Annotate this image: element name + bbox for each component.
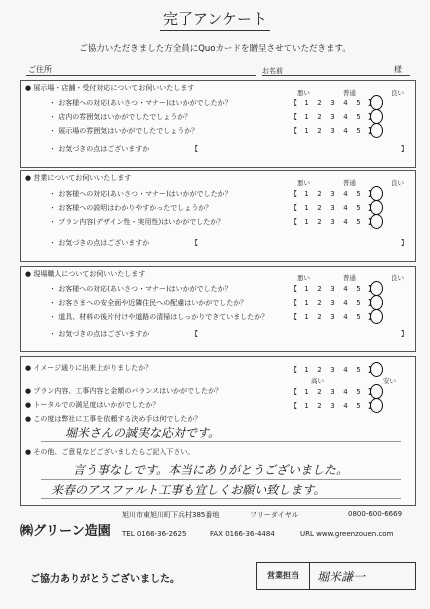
lead-text: ご協力いただきました方全員にQuoカードを贈呈させていただきます。	[79, 44, 351, 54]
question-text: ● その他、ご意見などございましたらご記入下さい。	[25, 448, 195, 456]
section-overall	[20, 356, 416, 506]
rating-mark	[370, 214, 383, 229]
company-address: 旭川市東旭川町下兵村385番地	[122, 511, 220, 519]
rating-mark	[370, 295, 383, 310]
section-reception	[20, 80, 416, 168]
rating-scale[interactable]: 【 1 2 3 4 5 】	[290, 299, 375, 307]
rating-mark	[370, 384, 383, 399]
section-title: ● 営業についてお伺いいたします	[25, 174, 132, 182]
rating-mark	[370, 398, 383, 413]
question-text: ● イメージ通りに出来上がりましたか？	[25, 364, 153, 372]
question-text: ・ 店内の雰囲気はいかがでしたでしょうか？	[49, 113, 192, 121]
rating-scale[interactable]: 【 1 2 3 4 5 】	[290, 313, 375, 321]
rating-scale[interactable]: 【 1 2 3 4 5 】	[290, 402, 375, 410]
rating-mark	[370, 109, 383, 124]
rating-mark	[370, 123, 383, 138]
comment-bracket-left: 【	[191, 145, 198, 153]
answer-line	[41, 441, 401, 442]
name-label: お名前	[262, 67, 283, 75]
rating-scale[interactable]: 【 1 2 3 4 5 】	[290, 388, 375, 396]
title-underline	[160, 30, 270, 31]
comment-line	[41, 479, 401, 480]
scale-good: 良い	[391, 274, 404, 282]
question-text: ● プラン内容、工事内容と金額のバランスはいかがでしたか？	[25, 387, 223, 395]
scale-bad: 悪い	[297, 179, 310, 187]
rating-mark	[370, 281, 383, 296]
question-text: ・ お客様への対応(あいさつ・マナー)はいかがでしたか？	[49, 190, 232, 198]
rating-scale[interactable]: 【 1 2 3 4 5 】	[290, 127, 375, 135]
question-text: ● トータルでの満足度はいかがでしたか？	[25, 401, 160, 409]
question-text: ・ お客様への対応(あいさつ・マナー)はいかがでしたか？	[49, 285, 232, 293]
page-title: 完了アンケート	[162, 10, 268, 28]
rating-mark	[370, 186, 383, 201]
rating-scale[interactable]: 【 1 2 3 4 5 】	[290, 190, 375, 198]
comment-bracket-right: 】	[401, 330, 408, 338]
rating-scale[interactable]: 【 1 2 3 4 5 】	[290, 285, 375, 293]
address-label: ご住所	[28, 65, 52, 74]
freedial-number: 0800-600-6669	[348, 510, 403, 518]
fax-number: FAX 0166-36-4484	[210, 530, 275, 538]
website-url: URL www.greenzouen.com	[300, 530, 394, 538]
handwritten-comment: 来春のアスファルト工事も宜しくお願い致します。	[51, 483, 326, 497]
rating-scale[interactable]: 【 1 2 3 4 5 】	[290, 366, 375, 374]
rating-mark	[370, 362, 383, 377]
question-text: ・ プラン内容(デザイン性・実用性)はいかがでしたか？	[49, 218, 225, 226]
scale-bad: 悪い	[297, 89, 310, 97]
staff-box	[256, 562, 416, 590]
staff-name: 堀米謙一	[317, 570, 366, 584]
tel-number: TEL 0166-36-2625	[122, 530, 187, 538]
scale-high: 高い	[311, 377, 324, 385]
scale-normal: 普通	[343, 89, 356, 97]
question-text: ・ 展示場の雰囲気はいかがでしたでしょうか？	[49, 127, 199, 135]
section-title: ● 現場職人についてお伺いいたします	[25, 270, 146, 278]
comment-label: ・ お気づきの点はございますか	[49, 145, 150, 153]
question-text: ・ お客様への説明はわかりやすかったでしょうか？	[49, 204, 213, 212]
staff-label: 営業担当	[257, 563, 310, 589]
freedial-label: フリーダイヤル	[250, 511, 299, 519]
rating-scale[interactable]: 【 1 2 3 4 5 】	[290, 99, 375, 107]
handwritten-comment: 言う事なしです。本当にありがとうございました。	[73, 463, 349, 477]
comment-line	[41, 498, 401, 499]
rating-mark	[370, 95, 383, 110]
scale-cheap: 安い	[383, 377, 396, 385]
rating-mark	[370, 309, 383, 324]
section-craftsmen	[20, 266, 416, 352]
comment-bracket-left: 【	[191, 239, 198, 247]
section-title: ● 展示場・店舗・受付対応についてお伺いいたします	[25, 84, 195, 92]
rating-scale[interactable]: 【 1 2 3 4 5 】	[290, 113, 375, 121]
closing-thanks: ご協力ありがとうございました。	[30, 574, 180, 585]
scale-normal: 普通	[343, 274, 356, 282]
rating-scale[interactable]: 【 1 2 3 4 5 】	[290, 218, 375, 226]
rating-mark	[370, 200, 383, 215]
honorific: 様	[394, 65, 402, 74]
question-text: ・ 道具、材料の後片付けや道路の清掃はしっかりできていましたか？	[49, 313, 269, 321]
name-field[interactable]	[262, 75, 410, 76]
question-text: ● この度は弊社に工事を依頼する決め手は何でしたか？	[25, 415, 202, 423]
question-text: ・ お客様への対応(あいさつ・マナー)はいかがでしたか？	[49, 99, 232, 107]
address-field[interactable]	[26, 75, 256, 76]
scale-normal: 普通	[343, 179, 356, 187]
comment-label: ・ お気づきの点はございますか	[49, 330, 150, 338]
comment-bracket-right: 】	[401, 239, 408, 247]
scale-bad: 悪い	[297, 274, 310, 282]
handwritten-answer: 堀米さんの誠実な応対です。	[65, 426, 221, 440]
section-sales	[20, 170, 416, 262]
scale-good: 良い	[391, 179, 404, 187]
scale-good: 良い	[391, 89, 404, 97]
company-name: ㈱グリーン造園	[20, 524, 111, 539]
question-text: ・ お客さまへの安全面や近隣住民への配慮はいかがでしたか？	[49, 299, 248, 307]
comment-label: ・ お気づきの点はございますか	[49, 239, 150, 247]
rating-scale[interactable]: 【 1 2 3 4 5 】	[290, 204, 375, 212]
comment-bracket-right: 】	[401, 145, 408, 153]
comment-bracket-left: 【	[191, 330, 198, 338]
